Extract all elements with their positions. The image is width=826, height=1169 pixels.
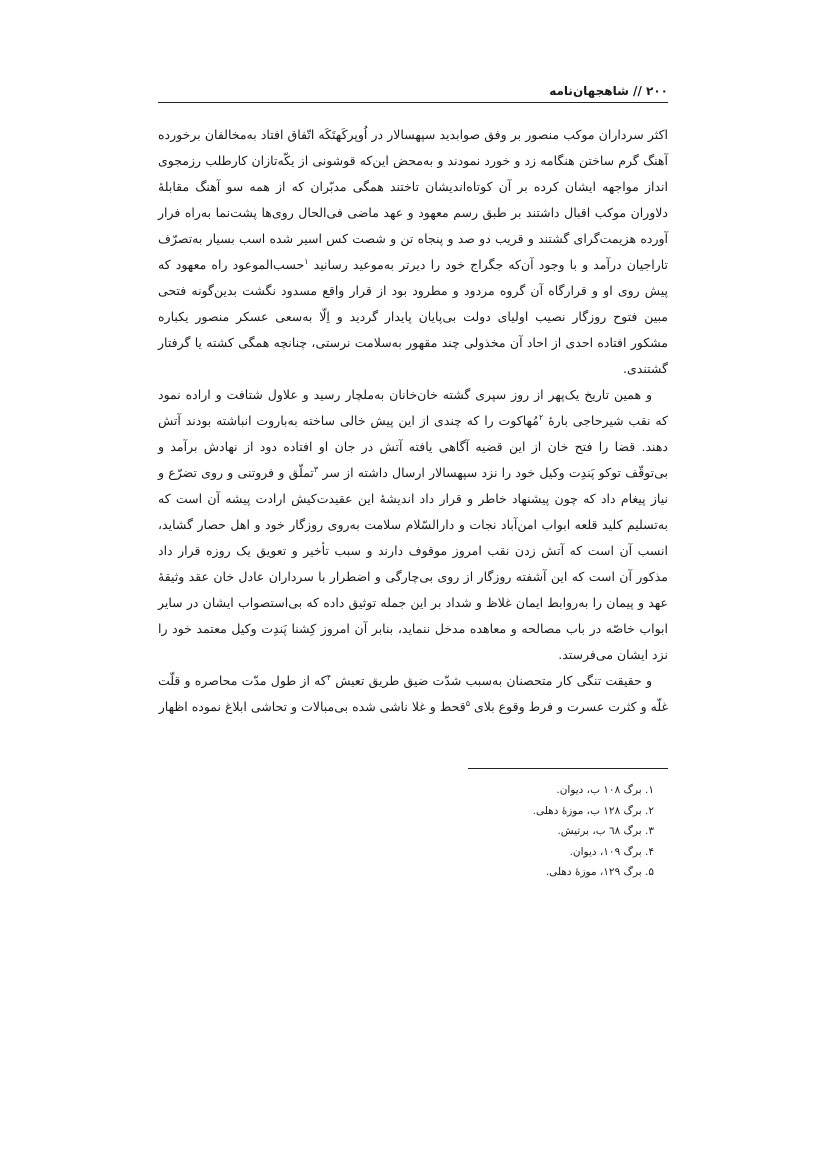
footnote-ref: ۱	[304, 256, 309, 266]
paragraph-2	[158, 382, 668, 668]
paragraph-text: مُهاکوت را که چندی از این پیش خالی ساخته به‌باروت انباشته بودند آتش دهند. قضا را فتح خان از این قضیه آگاهی یافته آتش در جان او افتاده دود از نهادش برآمد و بی‌توقّف توکو پَندِت وکیل خود را نزد سپهسالار ارسال داشته از سر	[158, 413, 669, 480]
footnote-item: ۴. برگ ۱۰۹، دیوان.	[569, 845, 654, 858]
running-head: ۲۰۰ // شاهجهان‌نامه	[549, 84, 668, 98]
footnote-ref: ۵	[465, 698, 471, 708]
paragraph-text: و همین تاریخ یک‌پهر از روز سپری گشته خان‌خانان به‌ملچار رسید و علاول شتافت و اراده نمود که نقب شیرحاجی بارهٔ	[158, 387, 668, 428]
paragraph-text: و حقیقت تنگی کار متحصنان به‌سبب شدّت ضیق طریق تعیش	[331, 673, 652, 688]
footnote-item: ۱. برگ ۱۰۸ ب، دیوان.	[556, 784, 654, 796]
body-text	[158, 122, 668, 720]
paragraph-text: که از طول مدّت محاصره و قلّت غلّه و کثرت عسرت و فرط وقوع بلای	[158, 673, 668, 714]
footnote-item: ۵. برگ ۱۲۹، موزهٔ دهلی.	[545, 866, 654, 878]
paragraph-1	[158, 122, 668, 382]
paragraph-text: حسب‌الموعود راه معهود که پیش روی او و قرارگاه آن گروه مردود و مطرود بود از قرار واقع مسدود نگشت بدین‌گونه فتحی مبین فتوح روزگار نصیب اولیای دولت بی‌پایان پایدار گردید و اِلّا به‌سعی عسکر منصور یکباره مشکور افتاده احدی از احاد آن مخذولی چند مقهور به‌سلامت نرستی، چنانچه همگی کشته یا گرفتار گشتندی.	[158, 257, 668, 376]
header-rule	[158, 102, 668, 103]
footnote-ref: ۲	[538, 412, 544, 422]
footnote-rule	[468, 768, 668, 769]
footnote-item: ۲. برگ ۱۲۸ ب، موزهٔ دهلی.	[532, 804, 654, 817]
footnote-ref: ۴	[326, 672, 332, 682]
paragraph-3	[158, 668, 668, 720]
paragraph-text: تملّق و فروتنی و روی تضرّع و نیاز پیغام داد که چون پیشنهاد خاطر و قرار داد اندیشهٔ این عقیدت‌کیش ارادت پیشه آن است که به‌تسلیم کلید قلعه ابواب امن‌آباد نجات و دارالسّلام سلامت به‌روی روزگار خود و اهل حصار گشاید، انسب آن است که آتش زدن نقب امروز موقوف دارند و سبب تأخیر و تعویق یک روزه قرار داد مذکور آن است که این آشفته روزگار از روی بی‌چارگی و اضطرار با سرداران عادل خان عقد وثیقهٔ عهد و پیمان را به‌روابط ایمان غلاظ و شداد بر این جمله توثیق داده که بی‌استصواب ایشان در سایر ابواب خاصّه در باب مصالحه و معاهده مدخل ننماید، بنابر آن امروز کِشنا پَندِت وکیل معتمد خود را نزد ایشان می‌فرستد.	[158, 465, 668, 662]
footnote-item: ۳. برگ ٦٨ ب، برتیش.	[557, 825, 654, 837]
footnote-ref: ۳	[313, 464, 319, 474]
footnotes	[158, 780, 668, 883]
paragraph-text: قحط و غلا ناشی شده بی‌مبالات و تحاشی ابلاغ نموده اظهار	[158, 699, 466, 714]
paragraph-text: اکثر سرداران موکب منصور بر وفق صوابدید سپهسالار در اُوپرکَهتَکَه اتّفاق افتاد به‌مخالفان برخورده آهنگ گرم ساختن هنگامه زد و خورد نمودند و به‌محض این‌که قوشونی از یکّه‌تازان کارطلب رزمجوی انداز مواجهه ایشان کرده بر آن کوتاه‌اندیشان تاختند همگی مدبّران که از همه سو آهنگ مقابلهٔ دلاوران موکب اقبال داشتند بر طبق رسم معهود و عهد ماضی فی‌الحال روی‌ها پشت‌نما به‌راه فرار آورده هزیمت‌گرای گشتند و قریب دو صد و پنجاه تن و شصت کس اسیر شده اسب بسیار به‌تصرّف تاراجیان درآمد و با وجود آن‌که جگراج خود را دیرتر به‌موعید رسانید	[158, 127, 668, 272]
